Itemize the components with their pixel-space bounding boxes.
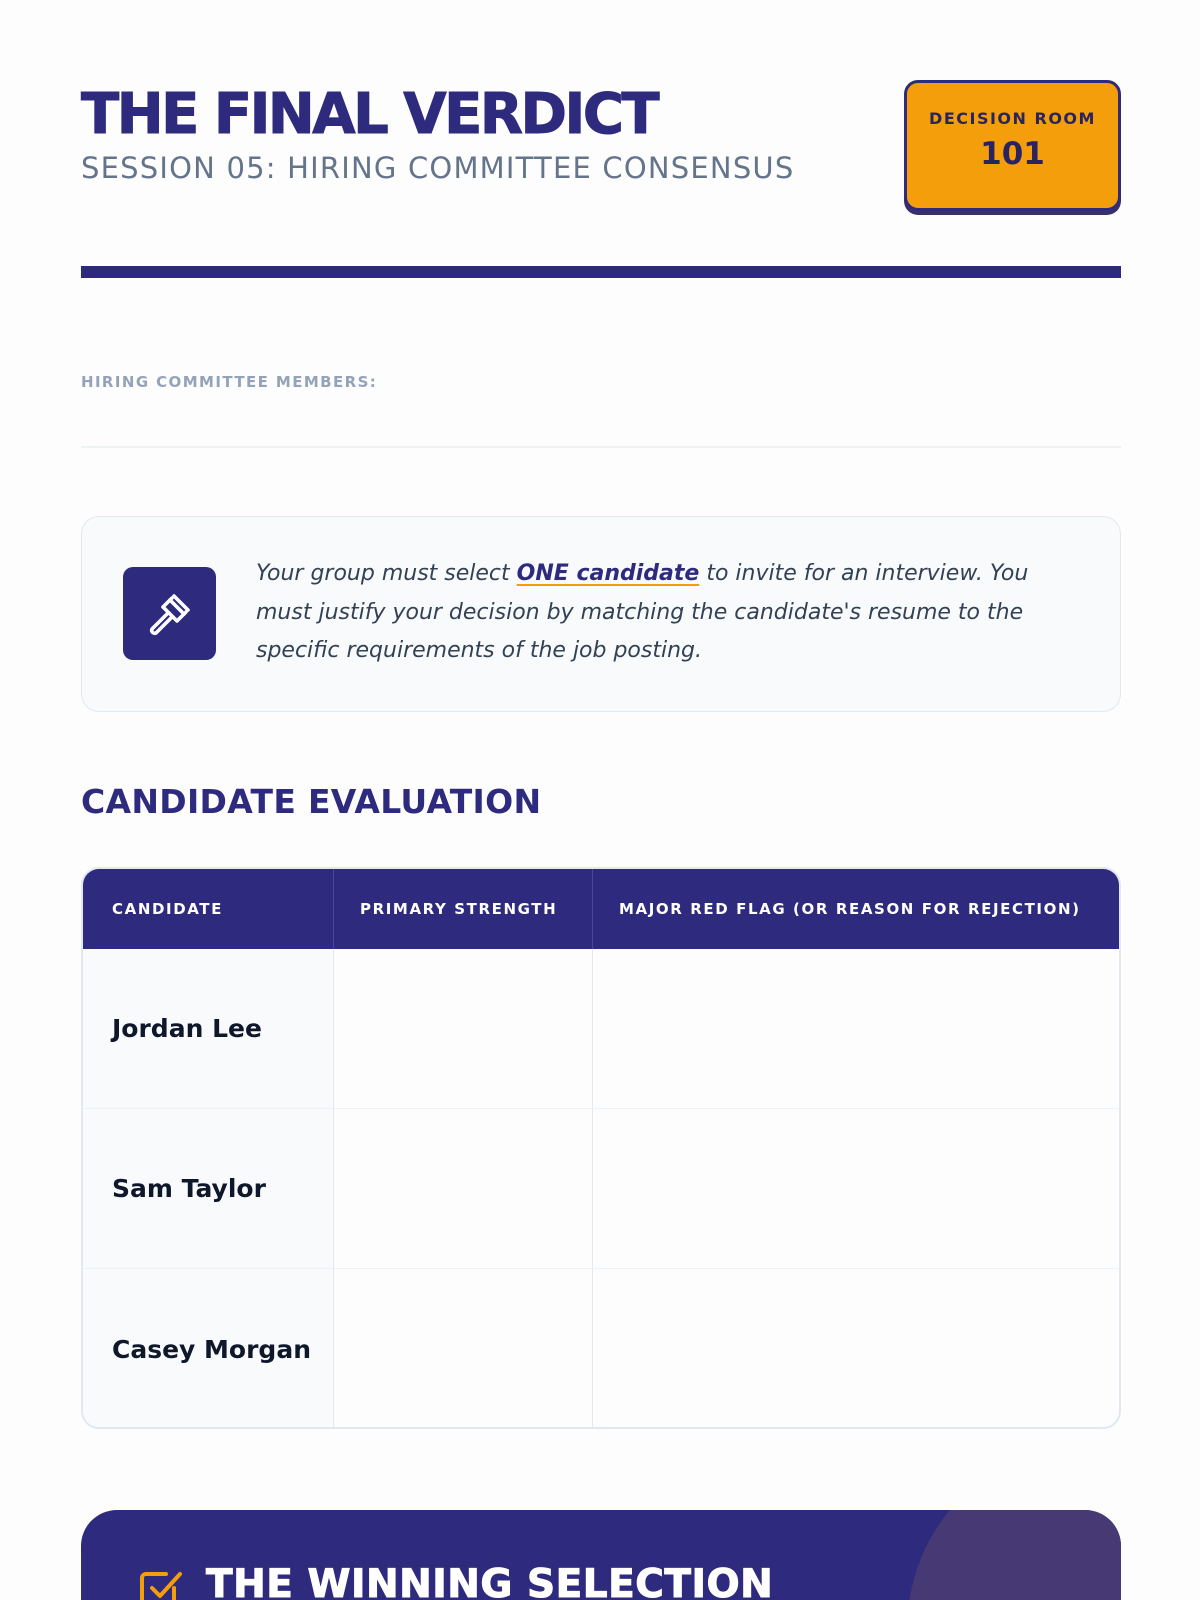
strength-cell[interactable] bbox=[334, 949, 592, 1108]
decorative-circle bbox=[907, 1510, 1121, 1600]
gavel-icon bbox=[123, 567, 216, 660]
strength-cell[interactable] bbox=[334, 1269, 592, 1429]
instruction-card bbox=[81, 516, 1121, 712]
section-title-evaluation: CANDIDATE EVALUATION bbox=[81, 782, 542, 821]
decision-room-label: DECISION ROOM bbox=[929, 109, 1096, 128]
instruction-emphasis: ONE candidate bbox=[516, 561, 700, 586]
winning-selection-title: THE WINNING SELECTION bbox=[206, 1562, 774, 1600]
committee-members-label: HIRING COMMITTEE MEMBERS: bbox=[81, 373, 378, 391]
page-subtitle: SESSION 05: HIRING COMMITTEE CONSENSUS bbox=[81, 151, 795, 185]
checkbox-icon bbox=[138, 1566, 184, 1600]
red-flag-cell[interactable] bbox=[593, 949, 1119, 1108]
evaluation-table bbox=[81, 867, 1121, 1429]
red-flag-cell[interactable] bbox=[593, 1109, 1119, 1268]
candidate-name: Jordan Lee bbox=[83, 949, 333, 1108]
column-header-red-flag: MAJOR RED FLAG (OR REASON FOR REJECTION) bbox=[619, 900, 1081, 918]
committee-members-input-line[interactable] bbox=[81, 446, 1121, 448]
instruction-text-before: Your group must select bbox=[256, 561, 517, 586]
instruction-text-after: to invite for an interview. You must justify your decision by matching the candidate's resume to the specific requirements of the job posting. bbox=[256, 561, 1029, 663]
decision-room-badge bbox=[904, 80, 1121, 211]
winning-selection-panel bbox=[81, 1510, 1121, 1600]
instruction-text bbox=[256, 555, 1086, 671]
table-row bbox=[83, 1269, 1119, 1429]
header-divider bbox=[81, 266, 1121, 278]
table-row bbox=[83, 949, 1119, 1109]
header bbox=[81, 80, 1121, 212]
page-title: THE FINAL VERDICT bbox=[81, 82, 658, 147]
column-header-candidate: CANDIDATE bbox=[112, 900, 223, 918]
column-header-strength: PRIMARY STRENGTH bbox=[360, 900, 558, 918]
red-flag-cell[interactable] bbox=[593, 1269, 1119, 1429]
table-header bbox=[83, 869, 1119, 949]
candidate-name: Sam Taylor bbox=[83, 1109, 333, 1268]
decision-room-number: 101 bbox=[980, 136, 1045, 172]
strength-cell[interactable] bbox=[334, 1109, 592, 1268]
candidate-name: Casey Morgan bbox=[83, 1269, 333, 1429]
table-row bbox=[83, 1109, 1119, 1269]
